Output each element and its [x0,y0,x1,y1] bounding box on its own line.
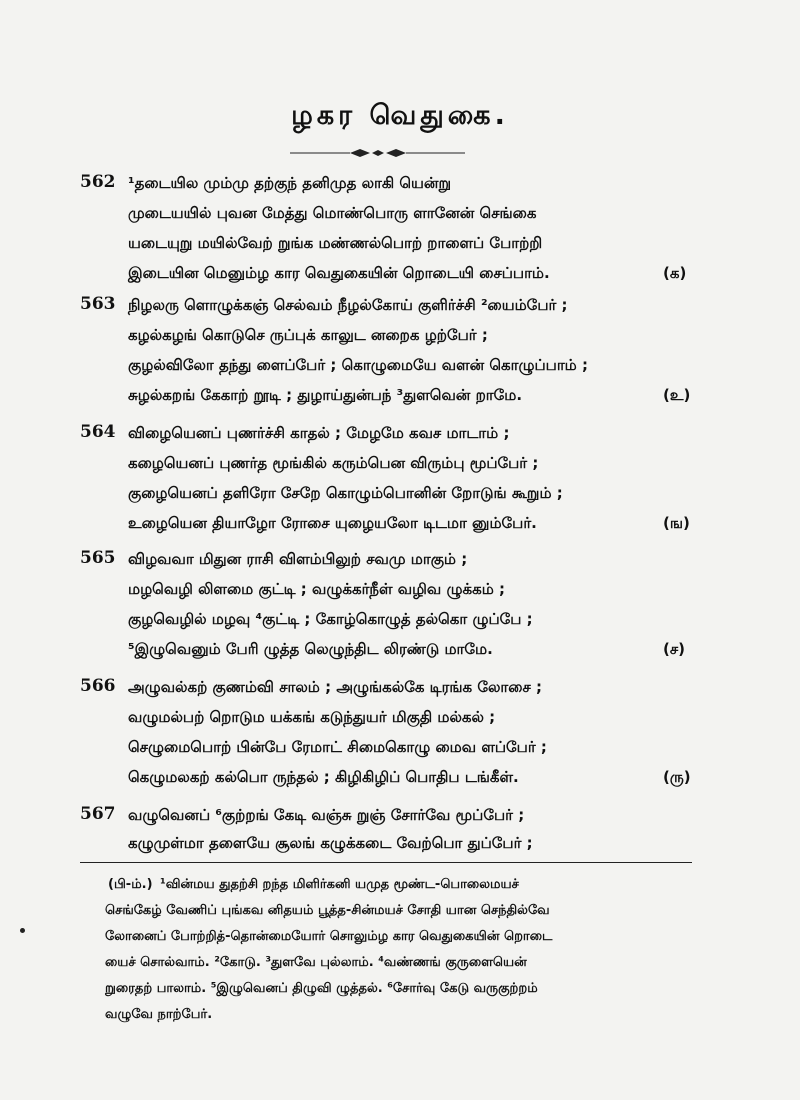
footnote-line: வழுவே நாற்பேர். [105,1007,213,1022]
verse-line: கழையெனப் புணர்த மூங்கில் கரும்பென விரும்பு மூப்பேர் ; [128,454,539,472]
verse-number: 565 [80,548,116,568]
verse-number: 564 [80,422,116,442]
verse-line: நிழலரு ளொழுக்கஞ் செல்வம் நீழல்கோய் குளிர்ச்சி ²யைம்பேர் ; [128,296,568,314]
verse-mark: (ங) [663,514,690,532]
verse-mark: (உ) [663,386,691,404]
verse-mark: (ச) [663,640,686,658]
verse-line: குழவெழில் மழவு ⁴குட்டி ; கோழ்கொழுத் தல்கொ ழுப்பே ; [128,610,533,628]
verse-line: விழவவா மிதுன ராசி விளம்பிலுற் சவமு மாகும் ; [128,550,468,568]
verse-line: வழுவெனப் ⁶குற்றங் கேடி வஞ்சு றுஞ் சோர்வே மூப்பேர் ; [128,806,525,824]
footnote-line: றுரைதற் பாலாம். ⁵இழுவெனப் திழுவி ழுத்தல். ⁶சோர்வு கேடு வருகுற்றம் [105,981,538,996]
verse-line: மழவெழி லிளமை குட்டி ; வழுக்கர்நீள் வழிவ ழுக்கம் ; [128,580,505,598]
verse-number: 562 [80,172,116,192]
verse-line: யடையுறு மயில்வேற் றுங்க மண்ணல்பொற் றாளைப் போற்றி [128,234,543,252]
page-title: ழகர வெதுகை. [291,100,509,131]
verse-number: 563 [80,294,116,314]
footnote-line: யைச் சொல்வாம். ²கோடு. ³துளவே புல்லாம். ⁴வண்ணங் குருளையென் [105,955,527,970]
verse-line: விழையெனப் புணர்ச்சி காதல் ; மேழமே கவச மாடாம் ; [128,424,510,442]
verse-line: ⁵இழுவெனும் பேரி ழுத்த லெழுந்திட லிரண்டு மாமே. [128,640,493,658]
verse-line: சுழல்கறங் கேகாற் றூடி ; துழாய்துன்பந் ³துளவென் றாமே. [128,386,523,404]
verse-number: 567 [80,804,116,824]
verse-line: கழல்கழங் கொடுசெ ருப்புக் காலுட னறைக ழற்பேர் ; [128,326,488,344]
footnote-line: செங்கேழ் வேணிப் புங்கவ னிதயம் பூத்த-சின்மயச் சோதி யான செந்தில்வே [105,903,550,918]
verse-line: செழுமைபொற் பின்பே ரேமாட் சிமைகொழு மைவ ளப்பேர் ; [128,738,547,756]
verse-line: குழையெனப் தளிரோ சேறே கொழும்பொனின் றோடுங் கூறும் ; [128,484,563,502]
footnote-label: (பி-ம்.) [108,877,153,892]
margin-mark [20,928,25,933]
verse-line: உழையென தியாழோ ரோசை யுழையலோ டிடமா னும்பேர். [128,514,537,532]
title-ornament [290,148,465,158]
footnote-divider [80,862,692,863]
verse-mark: (ரு) [663,768,691,786]
verse-number: 566 [80,676,116,696]
verse-line: ¹தடையில மும்மு தற்குந் தனிமுத லாகி யென்று [128,174,451,192]
verse-line: அழுவல்கற் குணம்வி சாலம் ; அழுங்கல்கே டிரங்க லோசை ; [128,678,542,696]
footnote-line: லோனைப் போற்றித்-தொன்மையோர் சொலும்ழ கார வெதுகையின் றொடை [105,929,553,944]
verse-line: இடையின மெனும்ழ கார வெதுகையின் றொடையி சைப்பாம். [128,264,550,282]
verse-line: கெழுமலகற் கல்பொ ருந்தல் ; கிழிகிழிப் பொதிப டங்கீள். [128,768,519,786]
verse-mark: (க) [663,264,687,282]
verse-line: கழுமுள்மா தளையே சூலங் கழுக்கடை வேற்பொ துப்பேர் ; [128,834,533,852]
verse-line: வழுமல்பற் றொடும யக்கங் கடுந்துயர் மிகுதி மல்கல் ; [128,708,496,726]
verse-line: குழல்விலோ தந்து ளைப்பேர் ; கொழுமையே வளன் கொழுப்பாம் ; [128,356,588,374]
verse-line: முடையயில் புவன மேத்து மொண்பொரு ளானேன் செங்கை [128,204,537,222]
footnote-line: ¹வின்மய துதற்சி றந்த மிளிர்கனி யமுத மூண்ட-பொலைமயச் [160,877,519,892]
